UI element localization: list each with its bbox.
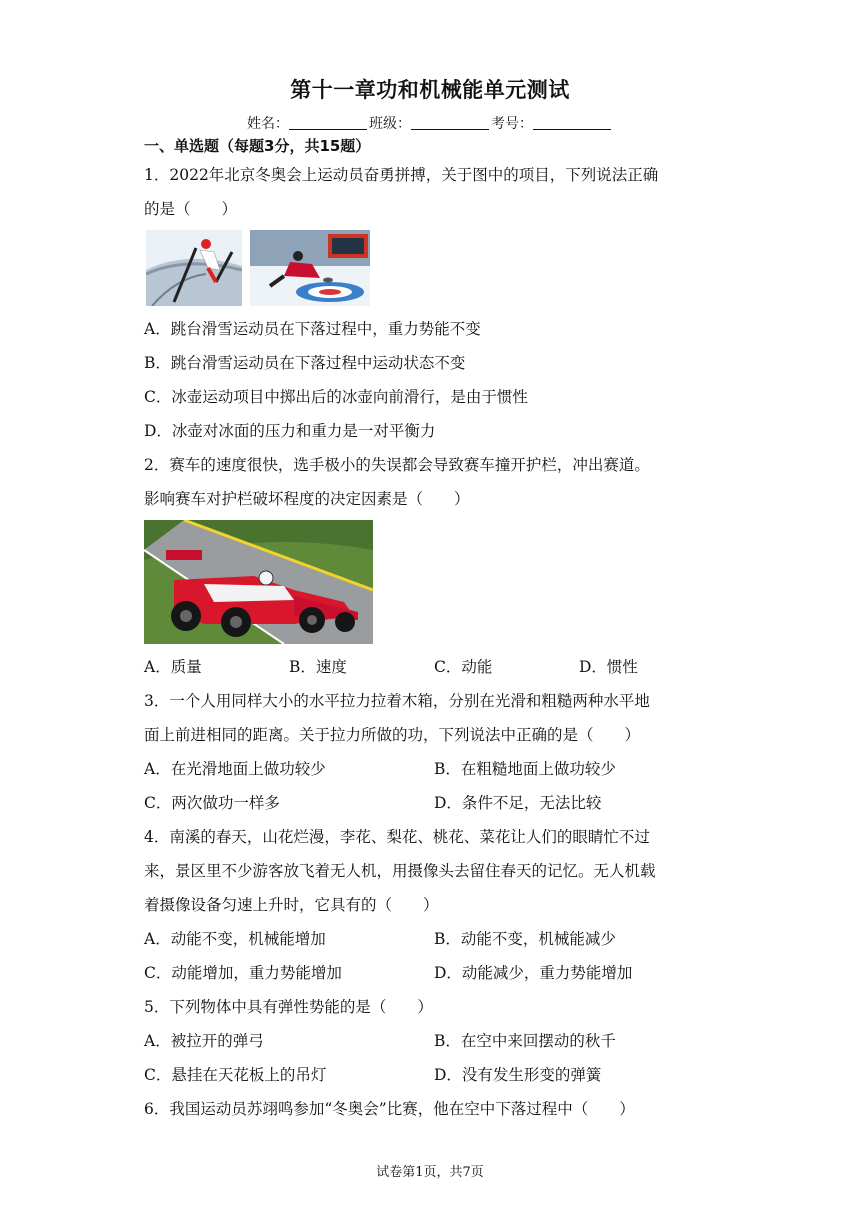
option-d: D．动能减少，重力势能增加 (434, 964, 633, 982)
option-c: C．两次做功一样多 (144, 794, 280, 812)
option-c: C．动能 (434, 658, 493, 676)
page-footer: 试卷第1页，共7页 (376, 1165, 484, 1180)
options-row (144, 1058, 724, 1092)
ski-jump-photo (146, 230, 242, 306)
class-label: 班级： (369, 116, 411, 132)
options-row (144, 650, 724, 684)
options-row (144, 786, 724, 820)
question-3 (144, 684, 724, 820)
question-2 (144, 448, 724, 684)
question-text: 3．一个人用同样大小的水平拉力拉着木箱，分别在光滑和粗糙两种水平地 (144, 692, 650, 710)
option-c: C．动能增加，重力势能增加 (144, 964, 342, 982)
question-text: 2．赛车的速度很快，选手极小的失误都会导致赛车撞开护栏，冲出赛道。 (144, 456, 650, 474)
option-d: D．条件不足，无法比较 (434, 794, 602, 812)
option-b: B．动能不变，机械能减少 (434, 930, 616, 948)
option-b: B．在空中来回摆动的秋千 (434, 1032, 616, 1050)
option-a: A．质量 (144, 658, 202, 676)
options-row (144, 922, 724, 956)
option-a: A．被拉开的弹弓 (144, 1032, 264, 1050)
name-label: 姓名： (247, 116, 289, 132)
exam-content (144, 136, 724, 1126)
race-car-photo (144, 520, 373, 644)
class-blank (411, 115, 489, 130)
name-blank (289, 115, 367, 130)
options-row (144, 956, 724, 990)
option-d: D．冰壶对冰面的压力和重力是一对平衡力 (144, 422, 436, 440)
option-a: A．跳台滑雪运动员在下落过程中，重力势能不变 (144, 320, 481, 338)
option-b: B．速度 (289, 658, 347, 676)
option-c: C．悬挂在天花板上的吊灯 (144, 1066, 327, 1084)
option-a: A．动能不变，机械能增加 (144, 930, 326, 948)
option-c: C．冰壶运动项目中掷出后的冰壶向前滑行，是由于惯性 (144, 388, 528, 406)
option-a: A．在光滑地面上做功较少 (144, 760, 326, 778)
curling-photo (250, 230, 370, 306)
question-text: 6．我国运动员苏翊鸣参加“冬奥会”比赛，他在空中下落过程中（ ） (144, 1100, 635, 1118)
question-5 (144, 990, 724, 1092)
question-1 (144, 158, 724, 448)
options-row (144, 1024, 724, 1058)
question-text: 影响赛车对护栏破坏程度的决定因素是（ ） (144, 490, 470, 508)
option-b: B．在粗糙地面上做功较少 (434, 760, 616, 778)
question-text: 面上前进相同的距离。关于拉力所做的功，下列说法中正确的是（ ） (144, 726, 641, 744)
student-info (0, 113, 860, 133)
options-row (144, 752, 724, 786)
exam-number-blank (533, 115, 611, 130)
option-d: D．惯性 (579, 658, 638, 676)
question-text: 4．南溪的春天，山花烂漫，李花、梨花、桃花、菜花让人们的眼睛忙不过 (144, 828, 650, 846)
question-text: 着摄像设备匀速上升时，它具有的（ ） (144, 896, 439, 914)
option-b: B．跳台滑雪运动员在下落过程中运动状态不变 (144, 354, 466, 372)
section-heading: 一、单选题（每题3分，共15题） (144, 137, 371, 155)
question-text: 的是（ ） (144, 200, 238, 218)
question-6 (144, 1092, 724, 1126)
exam-number-label: 考号： (491, 116, 533, 132)
page-title: 第十一章功和机械能单元测试 (290, 78, 570, 102)
question-4 (144, 820, 724, 990)
option-d: D．没有发生形变的弹簧 (434, 1066, 602, 1084)
question-text: 来，景区里不少游客放飞着无人机，用摄像头去留住春天的记忆。无人机载 (144, 862, 656, 880)
question-text: 1．2022年北京冬奥会上运动员奋勇拼搏，关于图中的项目，下列说法正确 (144, 166, 659, 184)
question-text: 5．下列物体中具有弹性势能的是（ ） (144, 998, 433, 1016)
